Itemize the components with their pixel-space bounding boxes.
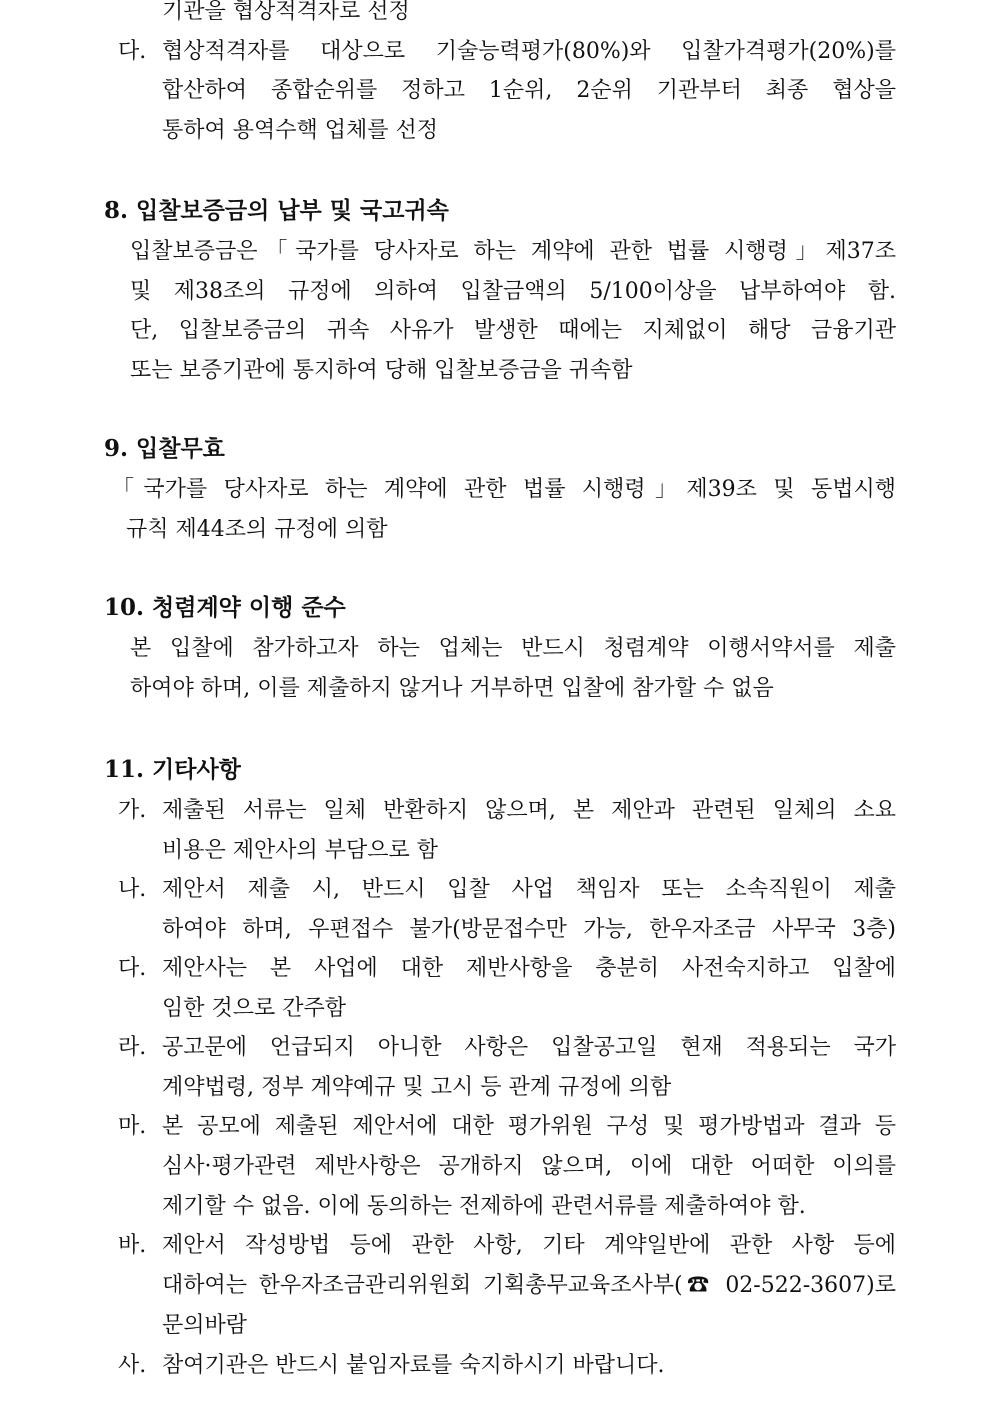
s11-item-ga-line-2: 비용은 제안사의 부담으로 함 <box>162 838 439 863</box>
s11-item-ra-marker: 라. <box>118 1035 147 1060</box>
s11-item-da-line-1: 제안사는 본 사업에 대한 제반사항을 충분히 사전숙지하고 입찰에 <box>162 956 896 981</box>
s11-item-na-line-2: 하여야 하며, 우편접수 불가(방문접수만 가능, 한우자조금 사무국 3층) <box>162 917 896 942</box>
s11-item-ma-line-2: 심사·평가관련 제반사항은 공개하지 않으며, 이에 대한 어떠한 이의를 <box>162 1154 896 1179</box>
s11-item-ma-line-3: 제기할 수 없음. 이에 동의하는 전제하에 관련서류를 제출하여야 함. <box>162 1194 806 1219</box>
s8-line-1: 입찰보증금은「국가를 당사자로 하는 계약에 관한 법률 시행령」제37조 <box>130 239 896 264</box>
s7-item-da-line-2: 합산하여 종합순위를 정하고 1순위, 2순위 기관부터 최종 협상을 <box>162 78 896 103</box>
s11-item-ra-line-1: 공고문에 언급되지 아니한 사항은 입찰공고일 현재 적용되는 국가 <box>162 1035 896 1060</box>
s8-heading: 8. 입찰보증금의 납부 및 국고귀속 <box>104 197 449 224</box>
s10-heading: 10. 청렴계약 이행 준수 <box>104 594 346 621</box>
s10-line-2: 하여야 하며, 이를 제출하지 않거나 거부하면 입찰에 참가할 수 없음 <box>130 676 774 701</box>
s9-line-2: 규칙 제44조의 규정에 의함 <box>126 517 388 542</box>
s11-item-ba-line-1: 제안서 작성방법 등에 관한 사항, 기타 계약일반에 관한 사항 등에 <box>162 1233 896 1258</box>
s11-item-sa-line-1: 참여기관은 반드시 붙임자료를 숙지하시기 바랍니다. <box>162 1353 665 1378</box>
s11-item-ra-line-2: 계약법령, 정부 계약예규 및 고시 등 관계 규정에 의함 <box>162 1075 672 1100</box>
s9-line-1: 「국가를 당사자로 하는 계약에 관한 법률 시행령」제39조 및 동법시행 <box>112 477 896 502</box>
s8-line-2: 및 제38조의 규정에 의하여 입찰금액의 5/100이상을 납부하여야 함. <box>130 279 896 304</box>
s11-item-ma-line-1: 본 공모에 제출된 제안서에 대한 평가위원 구성 및 평가방법과 결과 등 <box>162 1114 896 1139</box>
s11-item-na-line-1: 제안서 제출 시, 반드시 입찰 사업 책임자 또는 소속직원이 제출 <box>162 877 896 902</box>
s11-item-na-marker: 나. <box>118 877 147 902</box>
s11-heading: 11. 기타사항 <box>104 756 241 783</box>
s7-item-da-line-1: 협상적격자를 대상으로 기술능력평가(80%)와 입찰가격평가(20%)를 <box>162 39 896 64</box>
s11-item-sa-marker: 사. <box>118 1353 147 1378</box>
s10-line-1: 본 입찰에 참가하고자 하는 업체는 반드시 청렴계약 이행서약서를 제출 <box>130 636 896 661</box>
s11-item-ga-line-1: 제출된 서류는 일체 반환하지 않으며, 본 제안과 관련된 일체의 소요 <box>162 798 896 823</box>
s11-item-da-line-2: 임한 것으로 간주함 <box>162 996 347 1021</box>
s9-heading: 9. 입찰무효 <box>104 435 225 462</box>
s8-line-3: 단, 입찰보증금의 귀속 사유가 발생한 때에는 지체없이 해당 금융기관 <box>130 318 896 343</box>
s11-item-ma-marker: 마. <box>118 1114 147 1139</box>
s7-item-da-line-3: 통하여 용역수핵 업체를 선정 <box>162 118 439 143</box>
s11-item-da-marker: 다. <box>118 956 147 981</box>
s11-item-ba-marker: 바. <box>118 1233 147 1258</box>
s11-item-ba-line-2: 대하여는 한우자조금관리위원회 기획총무교육조사부(☎ 02-522-3607)로 <box>162 1273 896 1298</box>
s11-item-ba-line-3: 문의바람 <box>162 1313 248 1338</box>
s7-continuation-line: 기관을 협상적격자로 선정 <box>162 0 410 24</box>
s8-line-4: 또는 보증기관에 통지하여 당해 입찰보증금을 귀속함 <box>130 358 633 383</box>
s11-item-ga-marker: 가. <box>118 798 147 823</box>
s7-item-da-marker: 다. <box>118 39 147 64</box>
